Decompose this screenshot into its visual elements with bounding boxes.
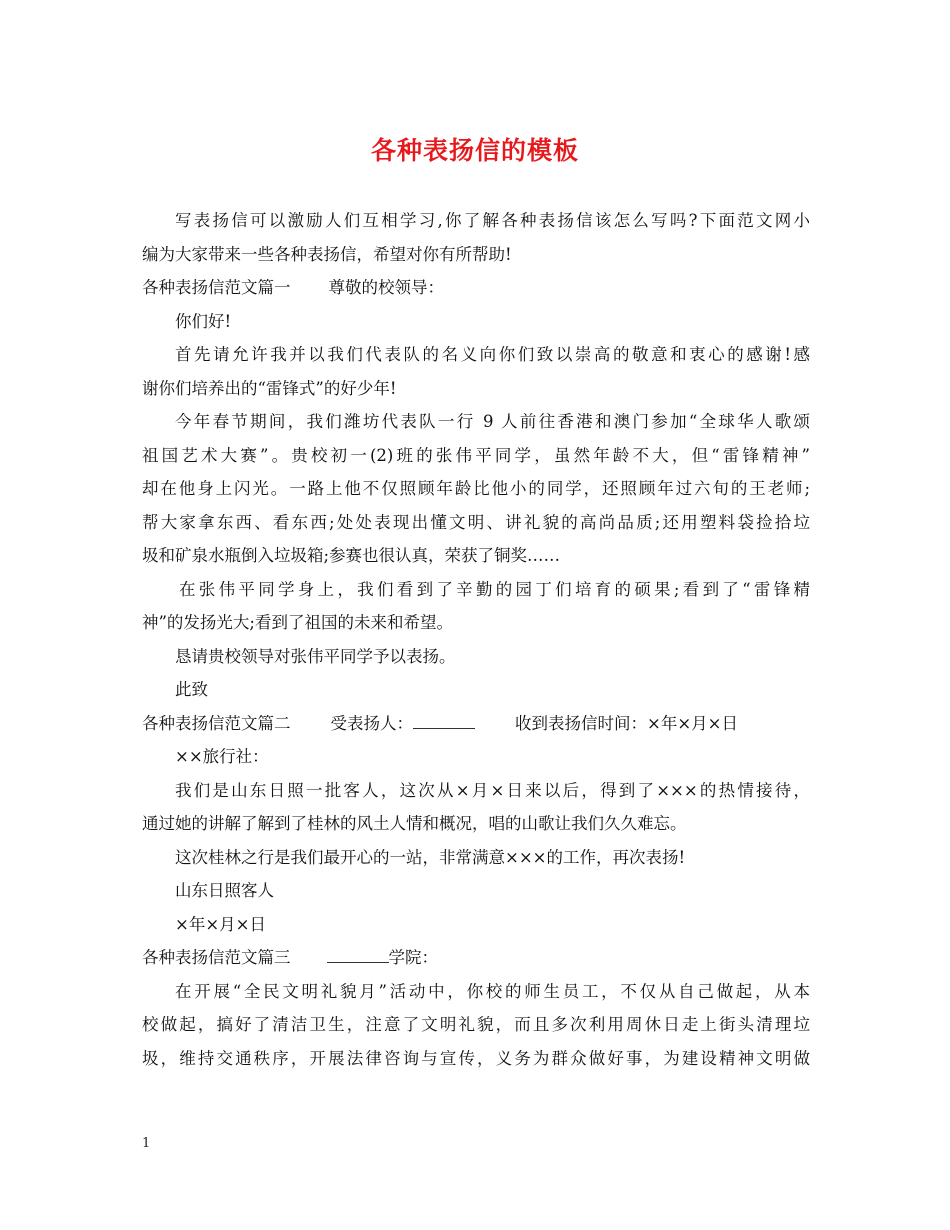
document-title: 各种表扬信的模板 (370, 136, 579, 165)
letter3-recipient-suffix: 学院： (388, 948, 438, 967)
letter1-line-10: 恳请贵校领导对张伟平同学予以表扬。 (175, 646, 456, 666)
letter3-heading: 各种表扬信范文篇三 (142, 948, 291, 967)
letter1-line-6: 帮大家拿东西、看东西;处处表现出懂文明、讲礼貌的高尚品质;还用塑料袋捡拾垃 (142, 512, 810, 532)
school-name-blank (327, 948, 389, 963)
letter2-line-1: 我们是山东日照一批客人，这次从×月×日来以后，得到了×××的热情接待， (175, 780, 810, 800)
letter1-line-5: 却在他身上闪光。一路上他不仅照顾年龄比他小的同学，还照顾年过六旬的王老师; (142, 479, 810, 498)
letter2-salutation: ××旅行社： (175, 747, 269, 766)
letter2-date: ×年×月×日 (175, 914, 266, 934)
letter2-recipient-label: 受表扬人： (330, 713, 413, 733)
letter1-line-1: 首先请允许我并以我们代表队的名义向你们致以崇高的敬意和衷心的感谢!感 (175, 345, 810, 364)
letter3-line-2: 校做起，搞好了清洁卫生，注意了文明礼貌，而且多次利用周休日走上街头清理垃 (142, 1015, 810, 1034)
letter1-line-9: 神”的发扬光大;看到了祖国的未来和希望。 (142, 613, 453, 632)
letter1-salutation: 尊敬的校领导： (328, 278, 444, 297)
letter3-line-1: 在开展“全民文明礼貌月”活动中，你校的师生员工，不仅从自己做起，从本 (175, 981, 810, 1001)
letter2-signature: 山东日照客人 (175, 881, 274, 900)
letter3-heading-line (142, 941, 810, 975)
letter1-line-3: 今年春节期间，我们潍坊代表队一行 9 人前往香港和澳门参加“全球华人歌颂 (175, 412, 810, 431)
letter2-received-value: ×年×月×日 (647, 713, 738, 733)
letter1-line-8: 在张伟平同学身上，我们看到了辛勤的园丁们培育的硕果;看到了“雷锋精 (179, 579, 810, 599)
document-body (142, 204, 810, 1075)
letter1-heading: 各种表扬信范文篇一 (142, 278, 291, 297)
letter1-closing: 此致 (175, 680, 208, 699)
letter2-heading: 各种表扬信范文篇二 (142, 713, 291, 733)
letter1-heading-line (142, 271, 810, 305)
letter2-received-label: 收到表扬信时间： (515, 713, 647, 733)
letter2-line-2: 通过她的讲解了解到了桂林的风土人情和概况，唱的山歌让我们久久难忘。 (142, 814, 687, 833)
letter1-line-4: 祖国艺术大赛”。贵校初一(2)班的张伟平同学，虽然年龄不大，但“雷锋精神” (142, 445, 810, 465)
intro-line-2: 编为大家带来一些各种表扬信，希望对你有所帮助! (142, 244, 512, 264)
recipient-blank (413, 714, 475, 729)
letter1-greeting: 你们好! (175, 311, 232, 331)
intro-line-1: 写表扬信可以激励人们互相学习,你了解各种表扬信该怎么写吗?下面范文网小 (175, 211, 810, 230)
letter2-line-3: 这次桂林之行是我们最开心的一站，非常满意×××的工作，再次表扬! (175, 847, 686, 867)
letter1-line-7: 圾和矿泉水瓶倒入垃圾箱;参赛也很认真，荣获了铜奖…… (142, 546, 561, 565)
letter3-line-3: 圾，维持交通秩序，开展法律咨询与宣传，义务为群众做好事，为建设精神文明做 (142, 1048, 810, 1068)
letter1-line-2: 谢你们培养出的“雷锋式”的好少年! (142, 378, 397, 398)
page-number: 1 (142, 1136, 151, 1151)
letter2-heading-line (142, 707, 810, 741)
